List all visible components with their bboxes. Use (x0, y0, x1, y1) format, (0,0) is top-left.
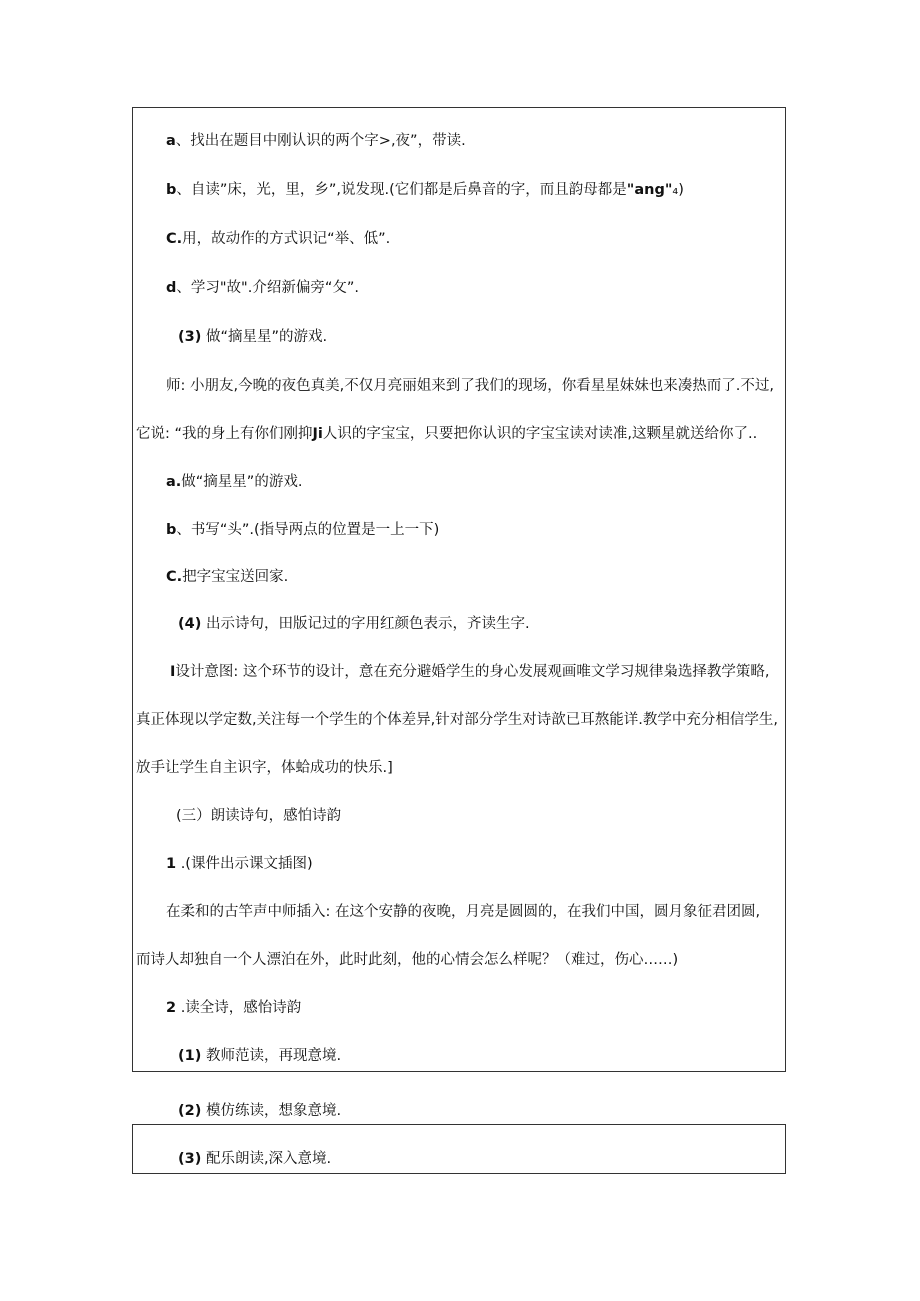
line-teacher-2 (136, 424, 757, 444)
line-design-3 (136, 758, 393, 778)
line-bold-text: Ji (312, 426, 323, 442)
line-text: 、学习"故".介绍新偏旁“攵”. (176, 280, 359, 296)
line-b2 (166, 520, 439, 540)
line-text: 配乐朗读,深入意境. (201, 1151, 332, 1167)
line-text: .(课件出示课文插图) (176, 856, 313, 872)
line-bold-text: "ang" (626, 182, 673, 198)
line-text: 、自读”床，光，里，乡”,说发现.(它们都是后鼻音的字，而且韵母都是 (176, 182, 627, 198)
line-text-2: 人识的字宝宝，只要把你认识的字宝宝读对读准,这颗星就送给你了.. (322, 426, 758, 442)
list-marker: (3) (178, 1151, 202, 1167)
line-text: 模仿练读，想象意境. (201, 1103, 342, 1119)
list-marker: 1 (166, 856, 177, 872)
line-sub-3 (178, 1149, 331, 1169)
line-c2 (166, 567, 288, 587)
line-text: .读全诗，感怡诗韵 (176, 1000, 302, 1016)
list-marker: (2) (178, 1103, 202, 1119)
list-marker: d (166, 280, 177, 296)
line-c (166, 229, 390, 249)
list-marker: I (170, 664, 176, 680)
line-sub-1 (178, 1046, 341, 1066)
line-sub-2 (178, 1101, 341, 1121)
list-marker: C. (166, 569, 183, 585)
line-step-3 (178, 327, 327, 347)
line-design-1 (170, 662, 770, 682)
line-teacher-1 (166, 376, 774, 396)
list-marker: a. (166, 474, 182, 490)
list-marker: b (166, 522, 177, 538)
list-marker: 2 (166, 1000, 177, 1016)
line-text: 师: 小朋友,今晚的夜色真美,不仅月亮丽姐来到了我们的现场，你看星星妹妹也来凑热而了.不过, (166, 378, 774, 394)
line-text: 把字宝宝送回家. (182, 569, 289, 585)
list-marker: (1) (178, 1048, 202, 1064)
line-text: 设计意图: 这个环节的设计，意在充分避婚学生的身心发展观画唯文学习规律枭选择教学策略, (175, 664, 770, 680)
line-tail-text: ₄) (672, 182, 684, 198)
line-d (166, 278, 359, 298)
list-marker: (3) (178, 329, 202, 345)
line-text: 用，故动作的方式识记“举、低”. (182, 231, 391, 247)
line-narration-2 (136, 950, 678, 970)
line-narration-1 (166, 902, 760, 922)
line-a2 (166, 472, 302, 492)
line-text: 做“摘星星”的游戏. (181, 474, 303, 490)
line-step-4 (178, 614, 530, 634)
line-text: (三）朗读诗句，感怕诗韵 (176, 808, 342, 824)
line-text: 在柔和的古竿声中师插入: 在这个安静的夜晚，月亮是圆圆的，在我们中国，圆月象征君团圆, (166, 904, 761, 920)
line-text: 出示诗句，田版记过的字用红颜色表示，齐读生字. (201, 616, 530, 632)
content-table-box (132, 107, 786, 1072)
line-text: 它说: “我的身上有你们刚抑 (136, 426, 313, 442)
list-marker: b (166, 182, 177, 198)
list-marker: a (166, 133, 176, 149)
line-text: 、书写“头”.(指导两点的位置是一上一下) (176, 522, 440, 538)
list-marker: (4) (178, 616, 202, 632)
line-text: 而诗人却独自一个人漂泊在外，此时此刻，他的心情会怎么样呢？（难过，伤心……) (136, 952, 679, 968)
section-heading (176, 806, 341, 826)
list-marker: C. (166, 231, 183, 247)
line-design-2 (136, 710, 778, 730)
line-text: 、找出在题目中刚认识的两个字>,夜”，带读. (175, 133, 466, 149)
line-b (166, 180, 684, 200)
line-text: 做“摘星星”的游戏. (201, 329, 328, 345)
line-text: 真正体现以学定数,关注每一个学生的个体差异,针对部分学生对诗歆已耳熬能详.教学中充分相信学生, (136, 712, 778, 728)
line-item-2 (166, 998, 301, 1018)
line-text: 放手让学生自主识字，体蛤成功的快乐.] (136, 760, 393, 776)
line-a (166, 131, 466, 151)
line-item-1 (166, 854, 313, 874)
line-text: 教师范读，再现意境. (201, 1048, 342, 1064)
